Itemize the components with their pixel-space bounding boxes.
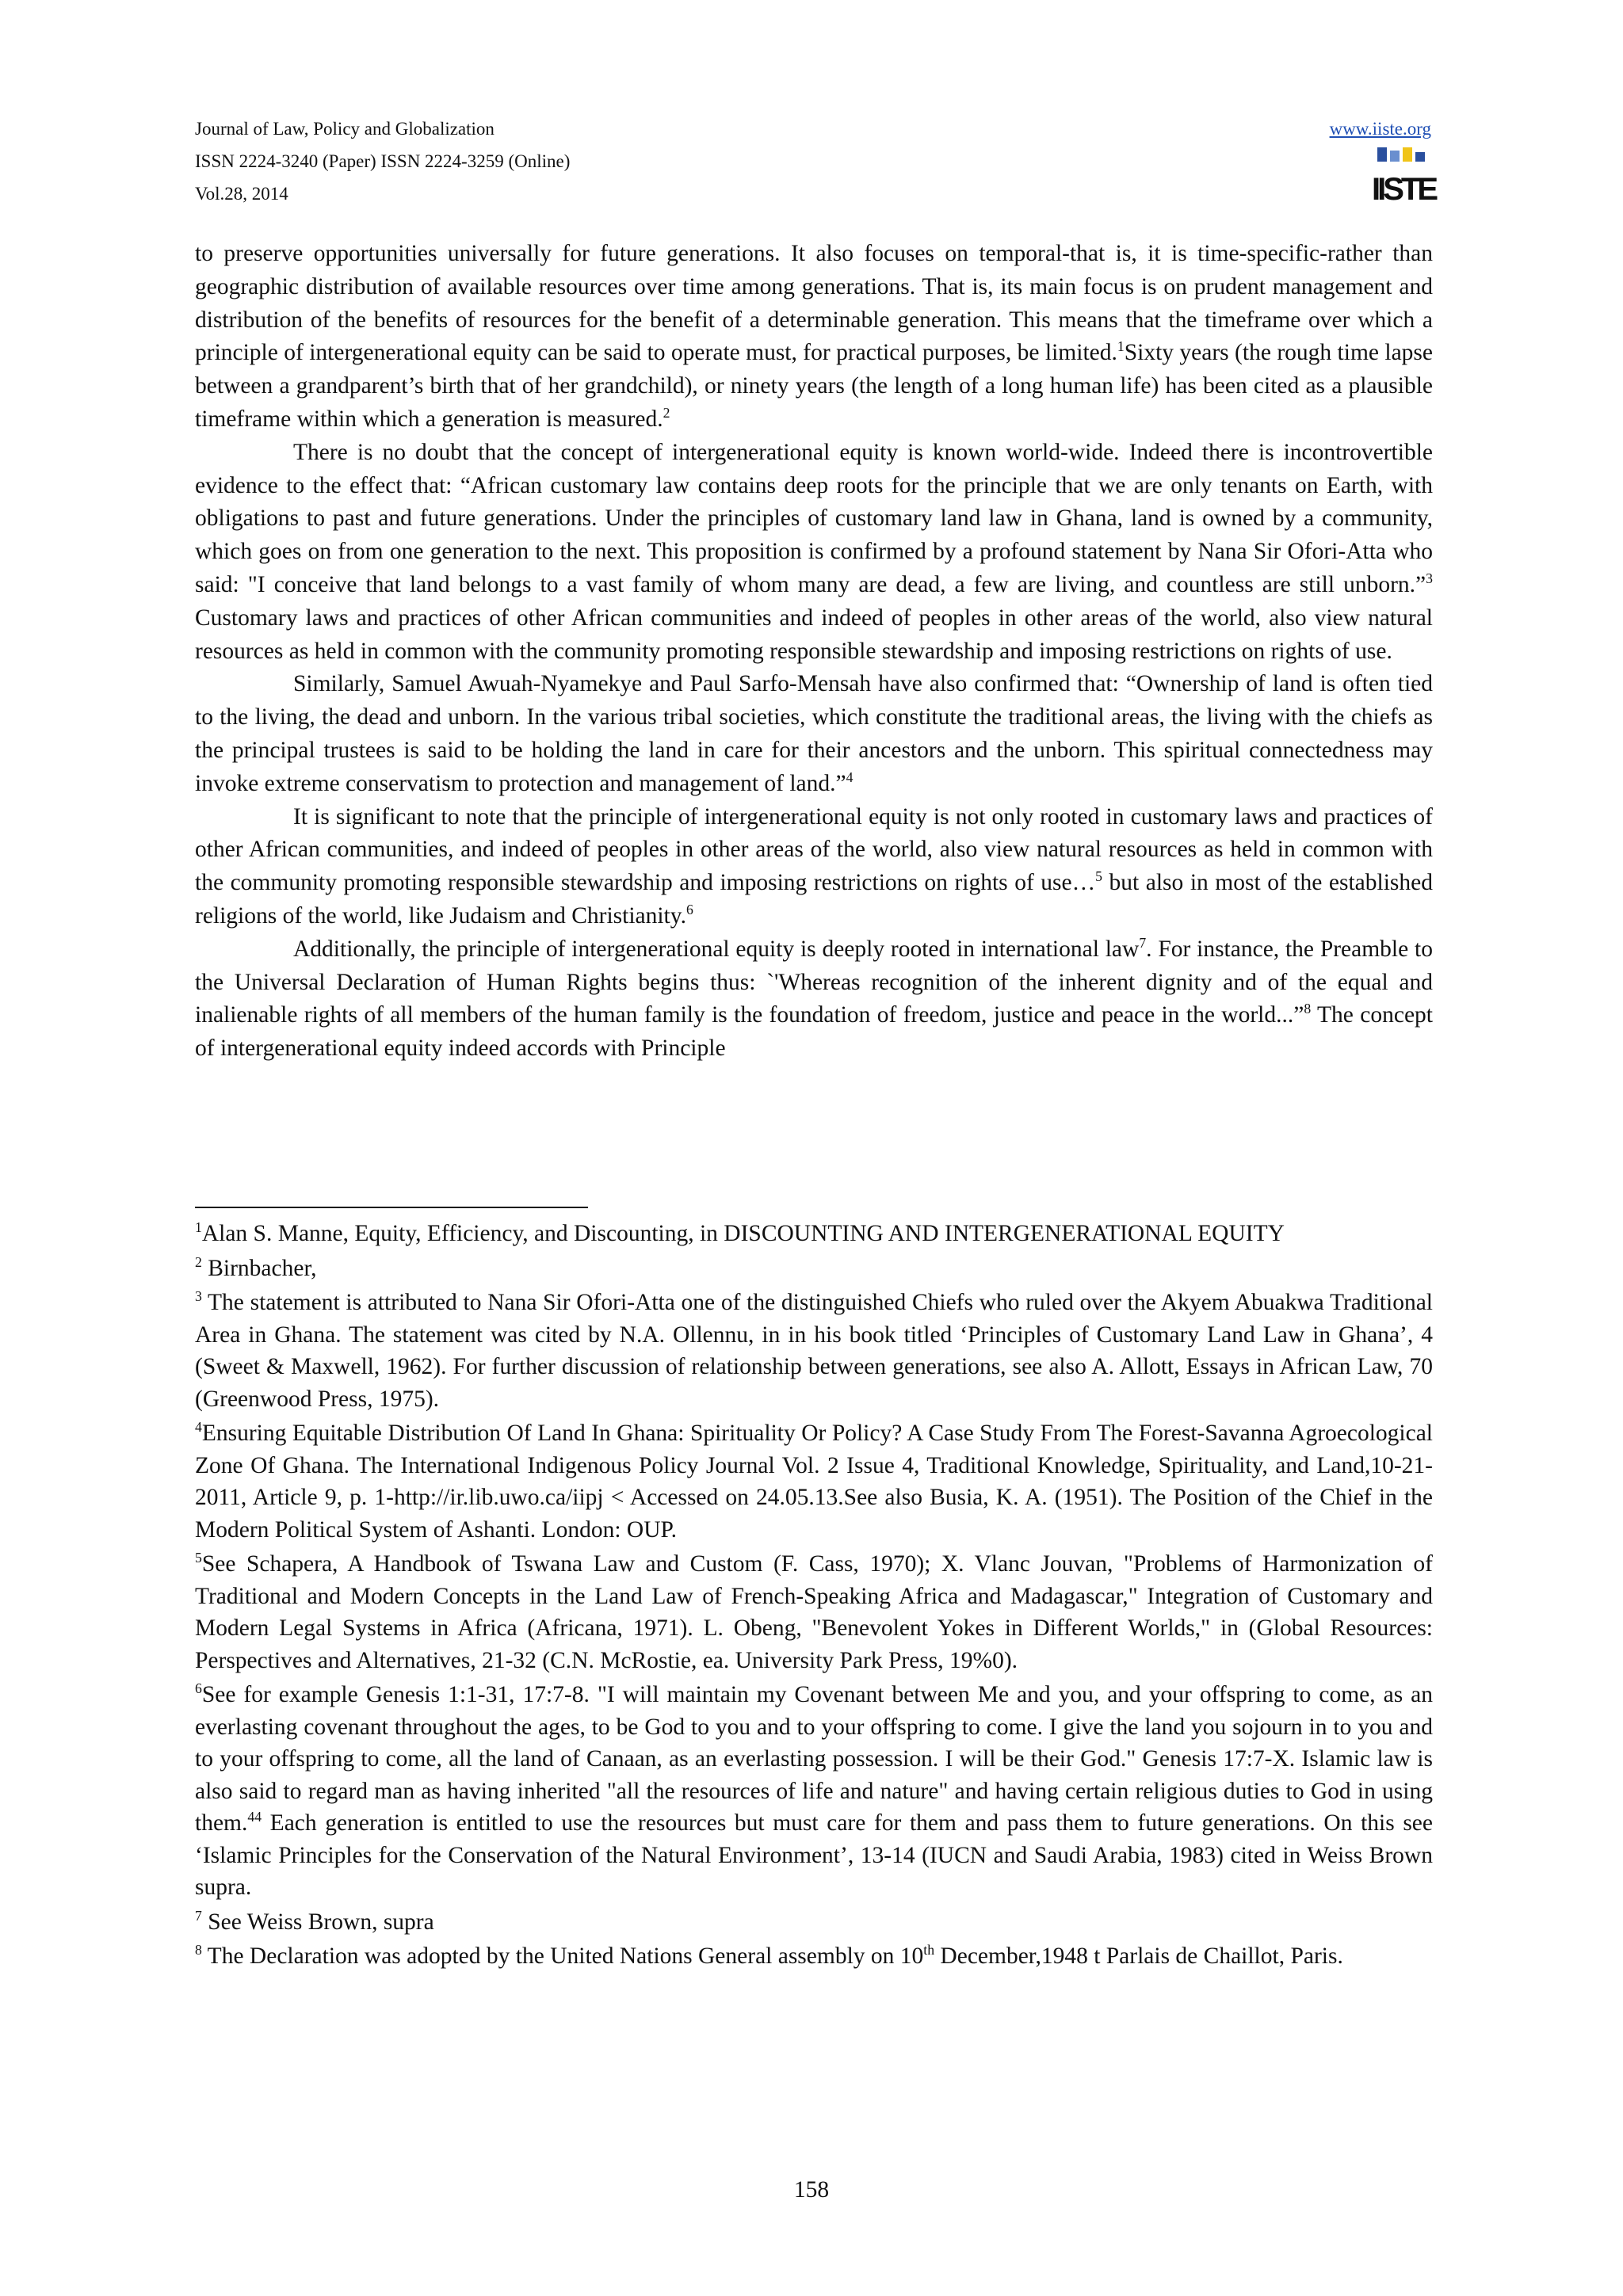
journal-title: Journal of Law, Policy and Globalization bbox=[195, 119, 495, 139]
page-header bbox=[195, 113, 1436, 210]
footnote: $^5$See Schapera, A Handbook of Tswana Law and Custom (F. Cass, 1970); X. Vlanc Jouvan, "Problems of Harmonization of Traditional and Modern Concepts in the Land Law of French-Speaking Africa and Madagascar," Integration of Customary and Modern Legal Systems in Africa (Africana, 1971). L. Obeng, "Benevolent Yokes in Different Worlds," in (Global Resources: Perspectives and Alternatives, 21-32 (C.N. McRostie, ea. University Park Press, 19%0). bbox=[195, 1550, 1433, 1673]
svg-text:IISTE: IISTE bbox=[1371, 172, 1436, 207]
issn-line: ISSN 2224-3240 (Paper) ISSN 2224-3259 (Online) bbox=[195, 151, 571, 171]
footnote: $^1$Alan S. Manne, Equity, Efficiency, and Discounting, in DISCOUNTING AND INTERGENERATIONAL EQUITY bbox=[195, 1219, 1285, 1246]
main-text bbox=[195, 238, 1433, 1066]
footnote-ref[interactable]: 1 bbox=[1117, 338, 1125, 355]
footnotes bbox=[195, 1218, 1433, 1975]
iiste-logo-icon bbox=[1371, 147, 1436, 207]
footnote: $^6$See for example Genesis 1:1-31, 17:7-8. "I will maintain my Covenant between Me and you, and your offspring to come, as an everlasting covenant throughout the ages, to be God to you and to your offspring to come. I give the land you sojourn in to you and to your offspring to come, all the land of Canaan, as an everlasting possession. I will be their God." Genesis 17:7-X. Islamic law is also said to regard man as having inherited "all the resources of life and nature" and having certain religious duties to God in using them.$^{44}$ Each generation is entitled to use the resources but must care for them and pass them to future generations. On this see ‘Islamic Principles for the Conservation of the Natural Environment’, 13-14 (IUCN and Saudi Arabia, 1983) cited in Weiss Brown supra. bbox=[195, 1680, 1433, 1900]
footnote-divider bbox=[195, 1207, 588, 1208]
paragraph: There is no doubt that the concept of intergenerational equity is known world-wide. Indeed there is incontrovertible evidence to the effect that: “African customary law contains deep roots for the principle that we are only tenants on Earth, with obligations to past and future generations. Under the principles of customary land law in Ghana, land is owned by a community, which goes on from one generation to the next. This proposition is confirmed by a profound statement by Nana Sir Ofori-Atta who said: "I conceive that land belongs to a vast family of whom many are dead, a few are living, and countless are still unborn.”$^3$ Customary laws and practices of other African communities and indeed of peoples in other areas of the world, also view natural resources as held in common with the community promoting responsible stewardship and imposing restrictions on rights of use. bbox=[195, 439, 1433, 664]
paragraph: to preserve opportunities universally for future generations. It also focuses on temporal-that is, it is time-specific-rather than geographic distribution of available resources over time among generations. That is, its main focus is on prudent management and distribution of the benefits of resources for the benefit of a determinable generation. This means that the timeframe over which a principle of intergenerational equity can be said to operate must, for practical purposes, be limited.$^1$Sixty years (the rough time lapse between a grandparent’s birth that of her grandchild), or ninety years (the length of a long human life) has been cited as a plausible timeframe within which a generation is measured.$^2$ bbox=[195, 241, 1433, 432]
footnote-ref[interactable]: 3 bbox=[1426, 570, 1433, 587]
footnote: $^3$ The statement is attributed to Nana Sir Ofori-Atta one of the distinguished Chiefs who ruled over the Akyem Abuakwa Traditional Area in Ghana. The statement was cited by N.A. Ollennu, in in his book titled ‘Principles of Customary Land Law in Ghana’, 4 (Sweet & Maxwell, 1962). For further discussion of relationship between generations, see also A. Allott, Essays in African Law, 70 (Greenwood Press, 1975). bbox=[195, 1288, 1433, 1412]
footnote-ref[interactable]: 6 bbox=[685, 902, 693, 918]
footnote: $^2$ Birnbacher, bbox=[195, 1253, 317, 1281]
footnote-ref[interactable]: 8 bbox=[1304, 1001, 1312, 1017]
footnote-ref[interactable]: 7 bbox=[1139, 934, 1147, 951]
paragraph: Additionally, the principle of intergenerational equity is deeply rooted in international law$^7$. For instance, the Preamble to the Universal Declaration of Human Rights begins thus: `'Whereas recognition of the inherent dignity and of the equal and inalienable rights of all members of the human family is the foundation of freedom, justice and peace in the world...”$^8$ The concept of intergenerational equity indeed accords with Principle bbox=[195, 934, 1433, 1062]
footnote: $^4$Ensuring Equitable Distribution Of Land In Ghana: Spirituality Or Policy? A Case Study From The Forest-Savanna Agroecological Zone Of Ghana. The International Indigenous Policy Journal Vol. 2 Issue 4, Traditional Knowledge, Spirituality, and Land,10-21-2011, Article 9, p. 1-http://ir.lib.uwo.ca/iipj < Accessed on 24.05.13.See also Busia, K. A. (1951). The Position of the Chief in the Modern Political System of Ashanti. London: OUP. bbox=[195, 1419, 1433, 1543]
footnote-ref[interactable]: 2 bbox=[663, 405, 670, 421]
paragraph: It is significant to note that the principle of intergenerational equity is not only rooted in customary laws and practices of other African communities, and indeed of peoples in other areas of the world, also view natural resources as held in common with the community promoting responsible stewardship and imposing restrictions on rights of use…$^5$ but also in most of the established religions of the world, like Judaism and Christianity.$^6$ bbox=[195, 803, 1433, 929]
page-number: 158 bbox=[793, 2177, 830, 2203]
footnote: $^7$ See Weiss Brown, supra bbox=[195, 1907, 434, 1935]
footnote-ref[interactable]: 5 bbox=[1095, 868, 1102, 885]
footnote-ref[interactable]: 4 bbox=[846, 769, 854, 785]
footnote: $^8$ The Declaration was adopted by the United Nations General assembly on 10th December,1948 t Parlais de Chaillot, Paris. bbox=[195, 1942, 1343, 1969]
volume-line: Vol.28, 2014 bbox=[195, 184, 288, 204]
website-link[interactable]: www.iiste.org bbox=[1329, 119, 1431, 139]
paragraph: Similarly, Samuel Awuah-Nyamekye and Paul Sarfo-Mensah have also confirmed that: “Ownership of land is often tied to the living, the dead and unborn. In the various tribal societies, which constitute the traditional areas, the living with the chiefs as the principal trustees is said to be holding the land in care for their ancestors and the unborn. This spiritual connectedness may invoke extreme conservatism to protection and management of land.”$^4$ bbox=[195, 671, 1433, 796]
